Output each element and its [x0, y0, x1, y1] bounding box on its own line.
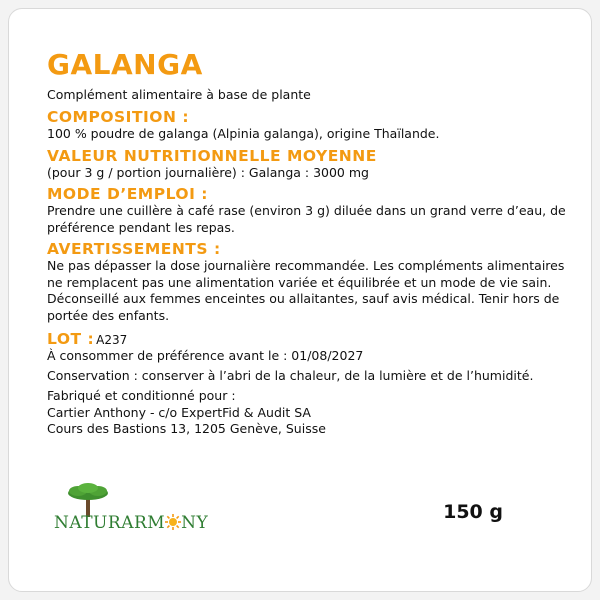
- lot-line: [47, 330, 577, 348]
- brand-logo: [54, 487, 234, 535]
- net-weight: 150 g: [443, 501, 503, 523]
- usage-text: Prendre une cuillère à café rase (environ 3 g) diluée dans un grand verre d’eau, de préférence pendant les repas.: [47, 203, 566, 235]
- nutrition-heading: VALEUR NUTRITIONNELLE MOYENNE: [47, 146, 377, 165]
- label-content: [47, 47, 577, 438]
- usage-heading: MODE D’EMPLOI :: [47, 185, 208, 203]
- lot-value: A237: [96, 333, 128, 347]
- brand-name-part-1: NATURARM: [54, 513, 166, 533]
- nutrition-text: (pour 3 g / portion journalière) : Galanga : 3000 mg: [47, 164, 369, 180]
- composition-heading: COMPOSITION :: [47, 108, 190, 126]
- manufacturer-line-1: Fabriqué et conditionné pour :: [47, 388, 236, 403]
- warnings-text: Ne pas dépasser la dose journalière recommandée. Les compléments alimentaires ne remplacent pas une alimentation variée et équilibrée et un mode de vie sain. Déconseillé aux femmes enceintes ou allaitantes, sauf avis médical. Tenir hors de portée des enfants.: [47, 258, 565, 323]
- storage-text: Conservation : conserver à l’abri de la chaleur, de la lumière et de l’humidité.: [47, 367, 534, 383]
- manufacturer-line-3: Cours des Bastions 13, 1205 Genève, Suisse: [47, 421, 326, 436]
- manufacturer-line-2: Cartier Anthony - c/o ExpertFid & Audit SA: [47, 404, 311, 420]
- brand-name-part-2: NY: [181, 513, 209, 533]
- product-subtitle: Complément alimentaire à base de plante: [47, 87, 311, 102]
- composition-text: 100 % poudre de galanga (Alpinia galanga), origine Thaïlande.: [47, 126, 440, 141]
- best-before-text: À consommer de préférence avant le : 01/08/2027: [47, 348, 364, 363]
- tree-icon: [66, 483, 110, 517]
- sun-icon: [165, 514, 181, 530]
- product-title: GALANGA: [47, 48, 203, 81]
- brand-name: [54, 513, 208, 533]
- lot-heading: LOT :: [47, 330, 95, 348]
- label-card: [8, 8, 592, 592]
- warnings-heading: AVERTISSEMENTS :: [47, 240, 221, 258]
